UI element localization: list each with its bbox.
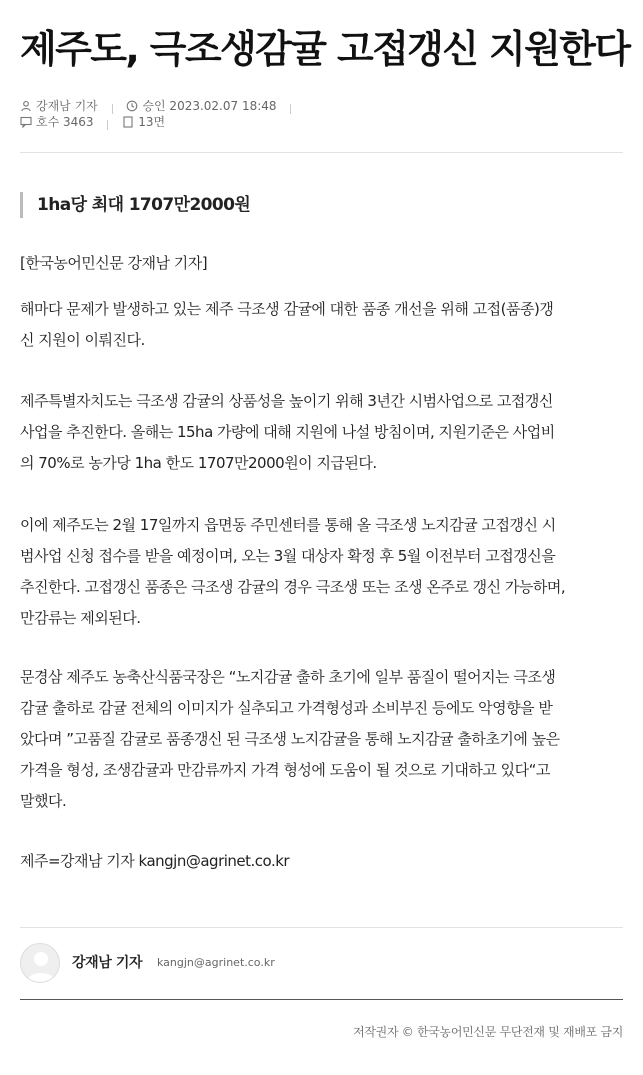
- author-box-top-divider: [20, 927, 623, 928]
- header-divider: [20, 152, 623, 153]
- author-name[interactable]: 강재남 기자: [72, 955, 143, 971]
- meta-author: [20, 98, 98, 114]
- chat-icon: [20, 116, 32, 128]
- paragraph-line: 해마다 문제가 발생하고 있는 제주 극조생 감귤에 대한 품종 개선을 위해 고접(품종)갱: [20, 300, 554, 318]
- meta-approved-text: 승인 2023.02.07 18:48: [142, 99, 277, 113]
- paragraph-line: 가격을 형성, 조생감귤과 만감류까지 가격 형성에 도움이 될 것으로 기대하고 있다“고: [20, 761, 550, 779]
- article-paragraph: [20, 248, 625, 279]
- copyright-notice: 저작권자 © 한국농어민신문 무단전재 및 재배포 금지: [353, 1025, 623, 1039]
- article-subtitle: 1ha당 최대 1707만2000원: [20, 192, 580, 218]
- meta-page: [122, 114, 165, 130]
- meta-approved: [126, 98, 276, 114]
- paragraph-line: 신 지원이 이뤄진다.: [20, 331, 145, 349]
- meta-divider: [290, 104, 291, 114]
- paragraph-line: 감귤 출하로 감귤 전체의 이미지가 실추되고 가격형성과 소비부진 등에도 악영향을 받: [20, 699, 553, 717]
- article-paragraph: [20, 510, 625, 634]
- avatar-silhouette-icon: [21, 944, 60, 983]
- paragraph-line: 사업을 추진한다. 올해는 15ha 가량에 대해 지원에 나설 방침이며, 지원기준은 사업비: [20, 423, 555, 441]
- meta-issue: [20, 114, 94, 130]
- article-paragraph: [20, 662, 625, 817]
- paragraph-line: 의 70%로 농가당 1ha 한도 1707만2000원이 지급된다.: [20, 454, 377, 472]
- paragraph-line: 추진한다. 고접갱신 품종은 극조생 감귤의 경우 극조생 또는 조생 온주로 갱신 가능하며,: [20, 578, 566, 596]
- paragraph-line: 말했다.: [20, 792, 67, 810]
- meta-divider: [112, 104, 113, 114]
- paragraph-line: 범사업 신청 접수를 받을 예정이며, 오는 3월 대상자 확정 후 5월 이전부터 고접갱신을: [20, 547, 556, 565]
- clock-icon: [126, 100, 138, 112]
- article-meta-row: [20, 114, 165, 132]
- paragraph-line: 만감류는 제외된다.: [20, 609, 141, 627]
- meta-page-text: 13면: [138, 115, 166, 129]
- article-paragraph: [20, 294, 625, 356]
- page-icon: [122, 116, 134, 128]
- author-box-bottom-divider: [20, 999, 623, 1000]
- person-icon: [20, 100, 32, 112]
- meta-author-text: 강재남 기자: [36, 99, 98, 113]
- avatar[interactable]: [20, 943, 60, 983]
- article-paragraph: [20, 386, 625, 479]
- paragraph-line: 문경삼 제주도 농축산식품국장은 “노지감귤 출하 초기에 일부 품질이 떨어지는 극조생: [20, 668, 556, 686]
- paragraph-line: 제주=강재남 기자 kangjn@agrinet.co.kr: [20, 852, 290, 870]
- article-title: 제주도, 극조생감귤 고접갱신 지원한다: [20, 27, 630, 71]
- author-email[interactable]: kangjn@agrinet.co.kr: [157, 956, 275, 969]
- meta-issue-text: 호수 3463: [36, 115, 94, 129]
- paragraph-line: [한국농어민신문 강재남 기자]: [20, 254, 208, 272]
- paragraph-line: 았다며 ”고품질 감귤로 품종갱신 된 극조생 노지감귤을 통해 노지감귤 출하초기에 높은: [20, 730, 560, 748]
- article-paragraph: [20, 846, 625, 877]
- paragraph-line: 이에 제주도는 2월 17일까지 읍면동 주민센터를 통해 올 극조생 노지감귤 고접갱신 시: [20, 516, 556, 534]
- meta-divider: [107, 120, 108, 130]
- paragraph-line: 제주특별자치도는 극조생 감귤의 상품성을 높이기 위해 3년간 시범사업으로 고접갱신: [20, 392, 553, 410]
